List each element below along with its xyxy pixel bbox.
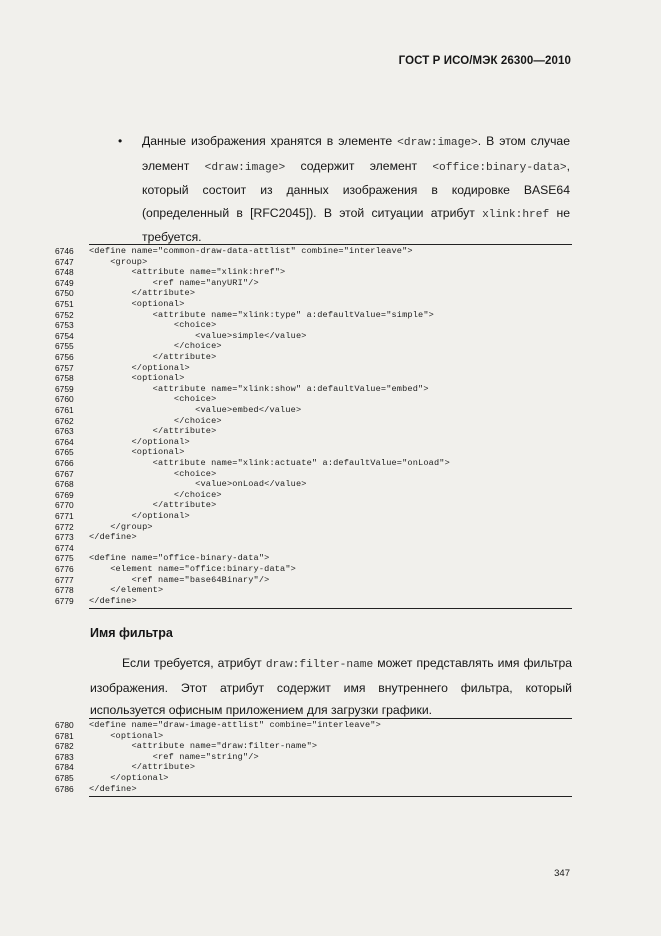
line-number: 6772 [55,521,74,532]
inline-code: draw:filter-name [265,659,374,671]
line-number: 6750 [55,288,74,299]
line-number: 6762 [55,415,74,426]
code-text: <attribute name="xlink:show" a:defaultValue="embed"> [89,383,429,394]
code-text: <value>onLoad</value> [89,479,307,490]
line-number: 6775 [55,553,74,564]
code-text: </choice> [89,415,222,426]
code-rule-bottom [89,608,572,609]
code-text: <choice> [89,468,217,479]
code-text: </attribute> [89,426,217,437]
code-text: <value>embed</value> [89,405,302,415]
code-text: </optional> [89,436,190,447]
line-number: 6784 [55,762,74,773]
line-number: 6767 [55,468,74,479]
line-number: 6769 [55,489,74,500]
bullet-text-part: , который состоит из данных изображения в кодировке BASE64 (определенный в [RFC2045]). В этой ситуации атрибут [142,158,570,220]
line-number: 6774 [55,542,74,553]
line-number: 6746 [55,246,74,256]
bullet-marker: • [118,134,123,148]
code-text: </attribute> [89,288,196,299]
code-text: <define name="draw-image-attlist" combine="interleave"> [89,720,381,730]
bullet-text [142,130,570,249]
code-text: <optional> [89,730,164,741]
code-text: <value>simple</value> [89,330,307,341]
section-title: Имя фильтра [90,626,173,640]
line-number: 6753 [55,320,74,331]
paragraph-text-part: может представлять имя фильтра изображения. Этот атрибут содержит имя внутреннего фильтра, который используется офисным приложением для загрузки графики. [90,656,572,717]
line-number: 6751 [55,299,74,309]
bullet-text-part: . В этом случае элемент [142,134,570,173]
line-number: 6785 [55,773,74,783]
line-number: 6779 [55,595,74,606]
document-header: ГОСТ Р ИСО/МЭК 26300—2010 [398,55,571,67]
code-rule-bottom [89,796,572,797]
line-number: 6757 [55,362,74,373]
line-number: 6768 [55,479,74,490]
inline-code: xlink:href [482,208,550,221]
code-text: </optional> [89,773,169,783]
line-number: 6763 [55,426,74,437]
code-text: <attribute name="xlink:actuate" a:defaultValue="onLoad"> [89,458,450,468]
code-text: </optional> [89,362,190,373]
line-number: 6761 [55,405,74,415]
line-number: 6776 [55,564,74,574]
line-number: 6758 [55,373,74,384]
code-rule-top [89,718,572,719]
inline-code: <draw:image> [397,137,478,149]
line-number: 6783 [55,751,74,762]
line-number: 6747 [55,256,74,267]
code-text: <ref name="anyURI"/> [89,277,259,288]
code-text: <group> [89,256,148,267]
line-number: 6752 [55,309,74,320]
code-text: </attribute> [89,762,196,773]
code-text: <optional> [89,299,185,309]
bullet-text-part: содержит элемент [285,158,433,173]
code-text: <optional> [89,447,185,458]
code-text: </optional> [89,511,190,521]
code-text: </choice> [89,489,222,500]
line-number: 6786 [55,783,74,794]
code-text: <attribute name="xlink:href"> [89,267,286,278]
code-text: </attribute> [89,500,217,511]
line-number: 6770 [55,500,74,511]
code-text: <choice> [89,394,217,405]
code-text: <define name="office-binary-data"> [89,553,270,564]
code-text: </define> [89,595,137,606]
code-text: <ref name="base64Binary"/> [89,574,270,585]
line-number: 6748 [55,267,74,278]
bullet-text-part: Данные изображения хранятся в элементе [142,134,398,148]
code-rule-top [89,244,572,245]
inline-code: <draw:image> [204,161,286,174]
code-text: <define name="common-draw-data-attlist" combine="interleave"> [89,246,413,256]
code-text: </group> [89,521,153,532]
line-number: 6749 [55,277,74,288]
line-number: 6778 [55,585,74,596]
code-text: </define> [89,783,137,794]
line-number: 6782 [55,741,74,752]
inline-code: <office:binary-data> [432,161,567,174]
line-number: 6764 [55,436,74,447]
code-text: </choice> [89,341,222,352]
line-number: 6760 [55,394,74,405]
line-number: 6777 [55,574,74,585]
line-number: 6771 [55,511,74,521]
page-number: 347 [554,868,570,879]
code-text: </define> [89,532,137,543]
code-text: <attribute name="xlink:type" a:defaultValue="simple"> [89,309,434,320]
code-listing-2 [55,718,572,800]
section-paragraph [90,652,572,722]
paragraph-text-part: Если требуется, атрибут [122,656,266,670]
code-text: <attribute name="draw:filter-name"> [89,741,318,752]
code-text: <element name="office:binary-data"> [89,564,296,574]
code-text: <choice> [89,320,217,331]
line-number: 6759 [55,383,74,394]
line-number: 6781 [55,730,74,741]
line-number: 6756 [55,352,74,362]
line-number: 6773 [55,532,74,543]
line-number: 6780 [55,720,74,730]
line-number: 6755 [55,341,74,352]
line-number: 6765 [55,447,74,458]
code-text: </attribute> [89,352,217,362]
bullet-text-part: не требуется. [142,205,570,244]
code-listing-1 [55,244,572,612]
code-text: <optional> [89,373,185,384]
line-number: 6766 [55,458,74,468]
line-number: 6754 [55,330,74,341]
bullet-paragraph [118,130,570,249]
code-text: <ref name="string"/> [89,751,259,762]
code-text: </element> [89,585,164,596]
